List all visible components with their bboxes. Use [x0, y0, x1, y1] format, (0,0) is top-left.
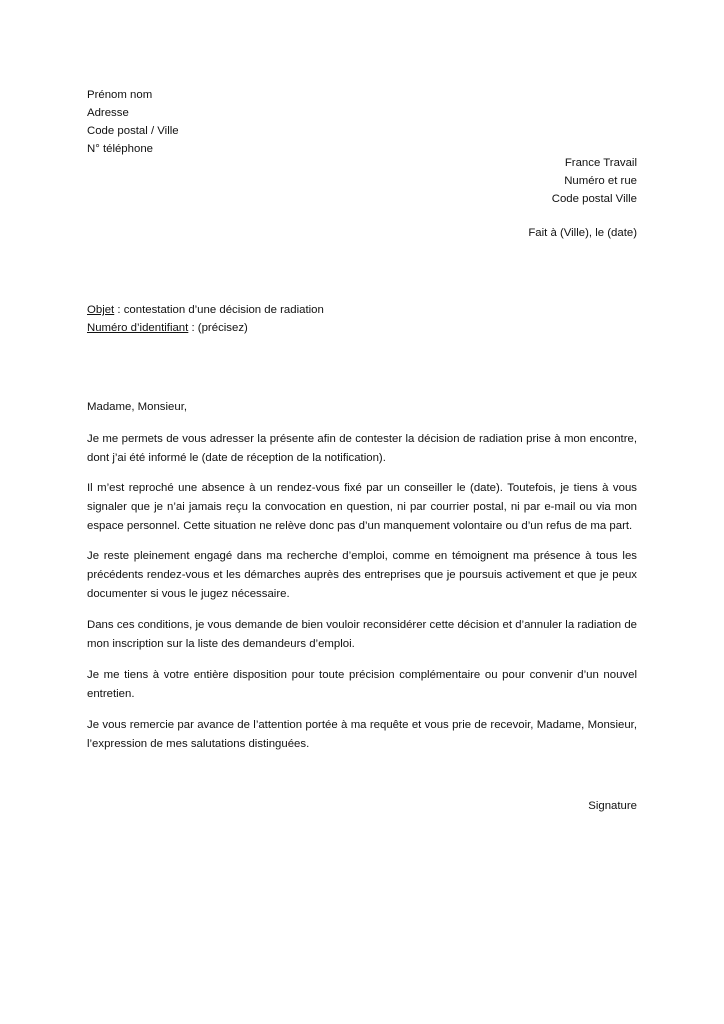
sender-address: Adresse	[87, 107, 129, 119]
identifier-text: : (précisez)	[188, 322, 248, 334]
sender-phone: N° téléphone	[87, 143, 153, 155]
recipient-block	[552, 154, 637, 208]
body-paragraph: Il m’est reproché une absence à un rendez-vous fixé par un conseiller le (date). Toutefois, je tiens à vous signaler que je n’ai jamais reçu la convocation en question, ni par courrier postal, ni par e-mail ou via mon espace personnel. Cette situation ne relève donc pas d’un manquement volontaire ou d’un refus de ma part.	[87, 482, 637, 532]
body-paragraph: Je vous remercie par avance de l’attention portée à ma requête et vous prie de recevoir, Madame, Monsieur, l’expression de mes salutations distinguées.	[87, 719, 637, 750]
sender-name: Prénom nom	[87, 89, 153, 101]
subject-label: Objet	[87, 304, 115, 316]
subject-line	[87, 301, 324, 319]
place-date: Fait à (Ville), le (date)	[528, 227, 637, 239]
body-paragraph: Dans ces conditions, je vous demande de bien vouloir reconsidérer cette décision et d’annuler la radiation de mon inscription sur la liste des demandeurs d’emploi.	[87, 619, 637, 650]
identifier-label: Numéro d’identifiant	[87, 322, 189, 334]
identifier-line	[87, 319, 324, 337]
body-paragraph: Je reste pleinement engagé dans ma recherche d’emploi, comme en témoignent ma présence à tous les précédents rendez-vous et les démarches auprès des entreprises que je poursuis activement et que je peux documenter si vous le jugez nécessaire.	[87, 550, 637, 600]
signature: Signature	[588, 800, 637, 812]
salutation: Madame, Monsieur,	[87, 401, 188, 413]
sender-city: Code postal / Ville	[87, 125, 179, 137]
recipient-street: Numéro et rue	[564, 175, 637, 187]
recipient-city: Code postal Ville	[551, 193, 637, 205]
body-paragraph: Je me permets de vous adresser la présente afin de contester la décision de radiation prise à mon encontre, dont j’ai été informé le (date de réception de la notification).	[87, 433, 637, 464]
subject-text: : contestation d’une décision de radiation	[114, 304, 324, 316]
subject-block	[87, 301, 324, 337]
sender-block	[87, 86, 179, 158]
recipient-name: France Travail	[564, 157, 637, 169]
body-paragraph: Je me tiens à votre entière disposition pour toute précision complémentaire ou pour convenir d’un nouvel entretien.	[87, 669, 637, 700]
